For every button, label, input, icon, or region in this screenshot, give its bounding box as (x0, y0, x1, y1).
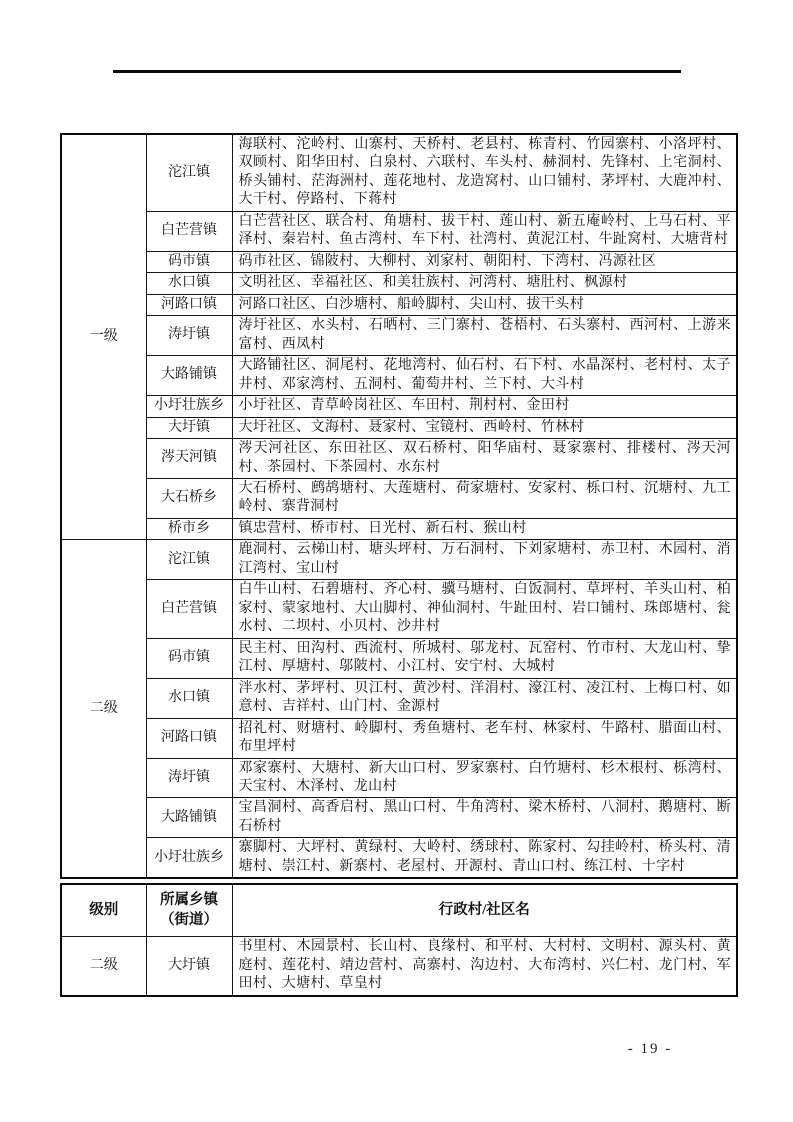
town-cell: 大路铺镇 (146, 798, 232, 838)
table-header (61, 884, 737, 937)
villages-cell: 招礼村、财塘村、岭脚村、秀鱼塘村、老车村、林家村、牛路村、腊面山村、布里坪村 (232, 718, 737, 758)
town-cell: 涔天河镇 (146, 439, 232, 479)
villages-cell: 白芒营社区、联合村、角塘村、拔干村、莲山村、新五庵岭村、上马石村、平泽村、秦岩村、鱼古湾村、车下村、社湾村、黄泥江村、牛趾窝村、大塘背村 (232, 211, 737, 251)
town-cell: 大路铺镇 (146, 356, 232, 396)
table-row (61, 134, 737, 211)
table-row (61, 396, 737, 417)
villages-cell: 寨脚村、大坪村、黄绿村、大岭村、绣球村、陈家村、勾挂岭村、桥头村、清塘村、崇江村、新寨村、老屋村、开源村、青山口村、练江村、十字村 (232, 838, 737, 878)
town-cell: 码市镇 (146, 251, 232, 272)
village-table-main (60, 133, 738, 879)
header-level: 级别 (61, 884, 146, 937)
town-cell: 涛圩镇 (146, 758, 232, 798)
level-cell: 二级 (61, 540, 146, 878)
town-cell: 桥市乡 (146, 518, 232, 539)
table-row (61, 356, 737, 396)
villages-cell: 涔天河社区、东田社区、双石桥村、阳华庙村、聂家寨村、排楼村、涔天河村、茶园村、下茶园村、水东村 (232, 439, 737, 479)
town-cell: 大圩镇 (146, 937, 232, 996)
villages-cell: 镇忠营村、桥市村、日光村、新石村、猴山村 (232, 518, 737, 539)
village-table-continued (60, 883, 738, 997)
table-row (61, 758, 737, 798)
table-row (61, 678, 737, 718)
village-table-continued-body (61, 937, 737, 996)
header-villages: 行政村/社区名 (232, 884, 737, 937)
town-cell: 小圩壮族乡 (146, 396, 232, 417)
town-cell: 沱江镇 (146, 134, 232, 211)
villages-cell: 河路口社区、白沙塘村、船岭脚村、尖山村、拔干头村 (232, 294, 737, 315)
table-row (61, 798, 737, 838)
town-cell: 白芒营镇 (146, 580, 232, 638)
town-cell: 小圩壮族乡 (146, 838, 232, 878)
table-row (61, 211, 737, 251)
town-cell: 沱江镇 (146, 540, 232, 580)
table-row (61, 718, 737, 758)
villages-cell: 大石桥村、鹧鸪塘村、大莲塘村、荷家塘村、安家村、栎口村、沉塘村、九工岭村、寨背洞村 (232, 478, 737, 518)
town-cell: 涛圩镇 (146, 316, 232, 356)
header-town (146, 884, 232, 937)
villages-cell: 民主村、田沟村、西流村、所城村、邬龙村、瓦窑村、竹市村、大龙山村、挚江村、厚塘村、邬陂村、小江村、安宁村、大城村 (232, 638, 737, 678)
villages-cell: 大圩社区、文海村、聂家村、宝镜村、西岭村、竹林村 (232, 417, 737, 438)
table-row (61, 478, 737, 518)
town-cell: 河路口镇 (146, 718, 232, 758)
table-row (61, 294, 737, 315)
table-row (61, 580, 737, 638)
town-cell: 大圩镇 (146, 417, 232, 438)
table-row (61, 540, 737, 580)
header-rule (113, 70, 681, 73)
villages-cell: 书里村、木园景村、长山村、良缘村、和平村、大村村、文明村、源头村、黄庭村、莲花村、靖边营村、高寨村、沟边村、大布湾村、兴仁村、龙门村、军田村、大塘村、草皇村 (232, 937, 737, 996)
page-number: - 19 - (627, 1041, 673, 1057)
town-cell: 河路口镇 (146, 294, 232, 315)
villages-cell: 大路铺社区、洞尾村、花地湾村、仙石村、石下村、水晶深村、老村村、太子井村、邓家湾村、五洞村、葡萄井村、兰下村、大斗村 (232, 356, 737, 396)
village-tables (60, 133, 738, 997)
villages-cell: 白牛山村、石碧塘村、齐心村、骥马塘村、白饭洞村、草坪村、羊头山村、柏家村、蒙家地村、大山脚村、神仙洞村、牛趾田村、岩口铺村、珠郎塘村、瓮水村、二坝村、小贝村、沙井村 (232, 580, 737, 638)
villages-cell: 涛圩社区、水头村、石晒村、三门寨村、苍梧村、石头寨村、西河村、上游来富村、西凤村 (232, 316, 737, 356)
header-town-line1: 所属乡镇 (160, 892, 218, 909)
table-row (61, 417, 737, 438)
town-cell: 大石桥乡 (146, 478, 232, 518)
table-row (61, 316, 737, 356)
villages-cell: 邓家寨村、大塘村、新大山口村、罗家寨村、白竹塘村、杉木根村、栎湾村、天宝村、木泽村、龙山村 (232, 758, 737, 798)
villages-cell: 泮水村、茅坪村、贝江村、黄沙村、洋涓村、濠江村、凌江村、上梅口村、如意村、吉祥村、山门村、金源村 (232, 678, 737, 718)
table-row (61, 937, 737, 996)
table-header-row (61, 884, 737, 937)
villages-cell: 鹿洞村、云梯山村、塘头坪村、万石洞村、下刘家塘村、赤卫村、木园村、消江湾村、宝山村 (232, 540, 737, 580)
town-cell: 水口镇 (146, 273, 232, 294)
header-town-line2: （街道） (160, 911, 218, 928)
villages-cell: 文明社区、幸福社区、和美壮族村、河湾村、塘肚村、枫源村 (232, 273, 737, 294)
table-row (61, 273, 737, 294)
level-cell: 一级 (61, 134, 146, 540)
town-cell: 白芒营镇 (146, 211, 232, 251)
villages-cell: 小圩社区、青草岭岗社区、车田村、荆村村、金田村 (232, 396, 737, 417)
level-cell: 二级 (61, 937, 146, 996)
villages-cell: 码市社区、锦陂村、大柳村、刘家村、朝阳村、下湾村、冯源社区 (232, 251, 737, 272)
table-row (61, 439, 737, 479)
table-row (61, 838, 737, 878)
table-row (61, 638, 737, 678)
villages-cell: 宝昌洞村、高香启村、黑山口村、牛角湾村、梁木桥村、八洞村、鹅塘村、断石桥村 (232, 798, 737, 838)
town-cell: 水口镇 (146, 678, 232, 718)
villages-cell: 海联村、沱岭村、山寨村、天桥村、老县村、栋青村、竹园寨村、小洛坪村、双顾村、阳华田村、白泉村、六联村、车头村、赫洞村、先锋村、上宅洞村、桥头铺村、茫海洲村、莲花地村、龙造窝村、山口铺村、茅坪村、大鹿冲村、大干村、停路村、下蒋村 (232, 134, 737, 211)
table-row (61, 518, 737, 539)
table-row (61, 251, 737, 272)
village-table-main-body (61, 134, 737, 878)
town-cell: 码市镇 (146, 638, 232, 678)
